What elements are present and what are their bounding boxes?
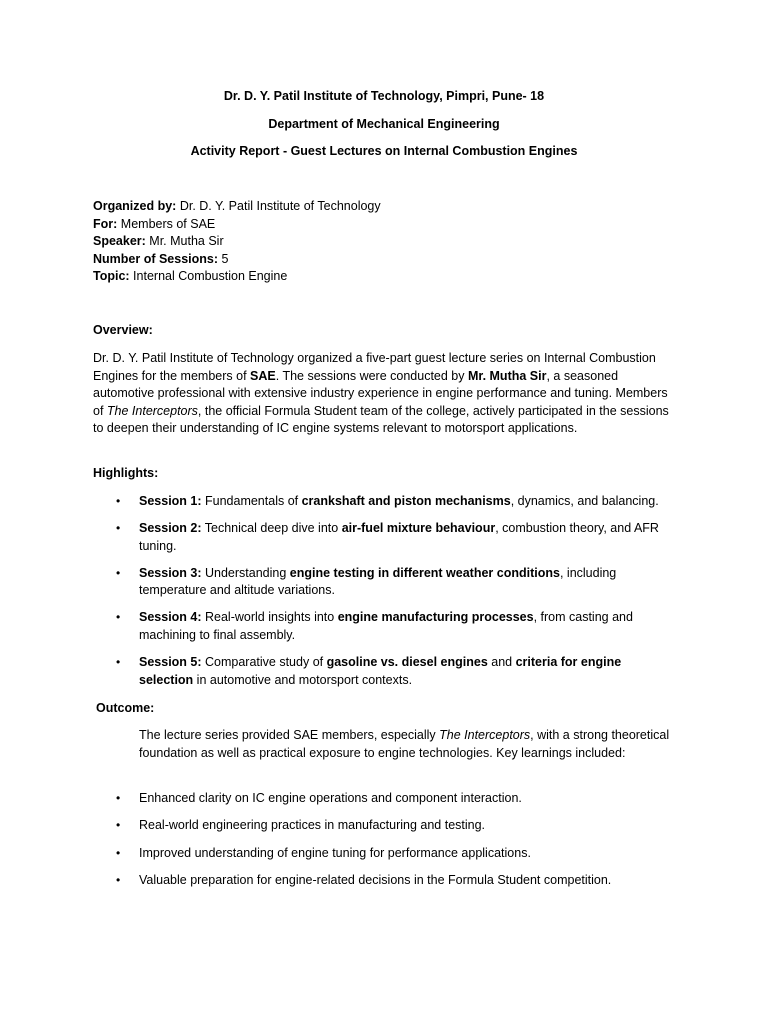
bullet-icon: • xyxy=(116,818,121,833)
session-text: , including temperature and altitude variations. xyxy=(139,565,617,598)
meta-topic xyxy=(93,268,678,286)
meta-speaker xyxy=(93,233,678,251)
report-title: Activity Report - Guest Lectures on Internal Combustion Engines xyxy=(190,144,578,158)
meta-organized-value: Dr. D. Y. Patil Institute of Technology xyxy=(176,199,381,213)
session-text: Real-world insights into xyxy=(201,610,338,625)
overview-text-2: . The sessions were conducted by xyxy=(275,368,468,383)
list-item xyxy=(93,609,678,644)
meta-sessions-label: Number of Sessions: xyxy=(93,251,219,266)
bullet-icon: • xyxy=(116,873,121,888)
overview-text-1: Dr. D. Y. Patil Institute of Technology organized a five-part guest lecture series on Internal Combustion Engines for the members of xyxy=(93,351,656,383)
overview-bold-speaker: Mr. Mutha Sir xyxy=(467,368,547,383)
session-bold: engine testing in different weather conditions xyxy=(289,565,560,580)
overview-bold-sae: SAE xyxy=(250,368,276,383)
overview-paragraph xyxy=(93,350,678,438)
highlights-list xyxy=(93,493,678,699)
overview-text-3: , a seasoned automotive professional with extensive industry experience in engine performance and tuning. Members of xyxy=(93,368,668,418)
bullet-icon: • xyxy=(116,610,121,625)
outcome-text-1: The lecture series provided SAE members, especially xyxy=(139,728,440,742)
session-text: , combustion theory, and AFR tuning. xyxy=(139,521,659,553)
session-text: in automotive and motorsport contexts. xyxy=(193,672,413,687)
overview-heading: Overview: xyxy=(93,323,153,337)
meta-organized xyxy=(93,198,678,216)
list-item xyxy=(93,493,678,511)
outcome-item-text: Improved understanding of engine tuning for performance applications. xyxy=(139,845,531,860)
session-text: Understanding xyxy=(201,565,290,580)
session-label: Session 3: xyxy=(139,565,202,580)
bullet-icon: • xyxy=(116,791,121,805)
list-item xyxy=(93,872,678,890)
report-meta xyxy=(93,198,678,286)
institute-title: Dr. D. Y. Patil Institute of Technology, Pimpri, Pune- 18 xyxy=(223,89,545,103)
meta-for xyxy=(93,216,678,234)
session-label: Session 1: xyxy=(139,494,202,508)
outcome-paragraph xyxy=(139,727,679,762)
meta-speaker-label: Speaker: xyxy=(93,234,146,249)
session-text: , dynamics, and balancing. xyxy=(510,494,659,508)
outcome-heading: Outcome: xyxy=(96,701,155,715)
bullet-icon: • xyxy=(116,494,121,508)
session-label: Session 2: xyxy=(139,521,202,536)
department-title: Department of Mechanical Engineering xyxy=(268,117,500,131)
list-item xyxy=(93,654,678,689)
session-text: Fundamentals of xyxy=(201,494,302,508)
outcome-italic-team: The Interceptors xyxy=(439,728,531,742)
meta-speaker-value: Mr. Mutha Sir xyxy=(145,234,224,249)
list-item xyxy=(93,565,678,600)
meta-sessions-value: 5 xyxy=(218,251,229,266)
meta-organized-label: Organized by: xyxy=(93,199,177,213)
meta-for-value: Members of SAE xyxy=(117,216,216,231)
outcome-list xyxy=(93,790,678,900)
meta-for-label: For: xyxy=(93,216,118,231)
outcome-item-text: Valuable preparation for engine-related decisions in the Formula Student competition. xyxy=(139,873,612,888)
meta-topic-value: Internal Combustion Engine xyxy=(129,269,288,284)
overview-text-4: , the official Formula Student team of the college, actively participated in the sessions to deepen their understanding of IC engine systems relevant to motorsport applications. xyxy=(93,403,669,436)
session-text: , from casting and machining to final assembly. xyxy=(139,610,633,643)
list-item xyxy=(93,520,678,555)
session-bold: gasoline vs. diesel engines xyxy=(326,655,488,670)
session-bold: crankshaft and piston mechanisms xyxy=(301,494,511,508)
bullet-icon: • xyxy=(116,565,121,580)
list-item xyxy=(93,790,678,808)
session-label: Session 5: xyxy=(139,655,202,670)
highlights-heading: Highlights: xyxy=(93,466,159,480)
overview-italic-team: The Interceptors xyxy=(106,403,198,418)
list-item xyxy=(93,845,678,863)
session-bold: air-fuel mixture behaviour xyxy=(341,521,496,536)
outcome-item-text: Real-world engineering practices in manufacturing and testing. xyxy=(139,818,486,833)
session-bold: engine manufacturing processes xyxy=(337,610,534,625)
session-text: Technical deep dive into xyxy=(201,521,342,536)
bullet-icon: • xyxy=(116,655,121,670)
session-bold: criteria for engine selection xyxy=(139,655,622,687)
meta-sessions xyxy=(93,251,678,269)
bullet-icon: • xyxy=(116,521,121,536)
session-text: Comparative study of xyxy=(201,655,327,670)
session-text: and xyxy=(487,655,516,670)
meta-topic-label: Topic: xyxy=(93,269,130,284)
outcome-text-2: , with a strong theoretical foundation as well as practical exposure to engine technologies. Key learnings included: xyxy=(139,728,670,760)
outcome-item-text: Enhanced clarity on IC engine operations and component interaction. xyxy=(139,791,522,805)
list-item xyxy=(93,817,678,835)
bullet-icon: • xyxy=(116,845,121,860)
session-label: Session 4: xyxy=(139,610,202,625)
